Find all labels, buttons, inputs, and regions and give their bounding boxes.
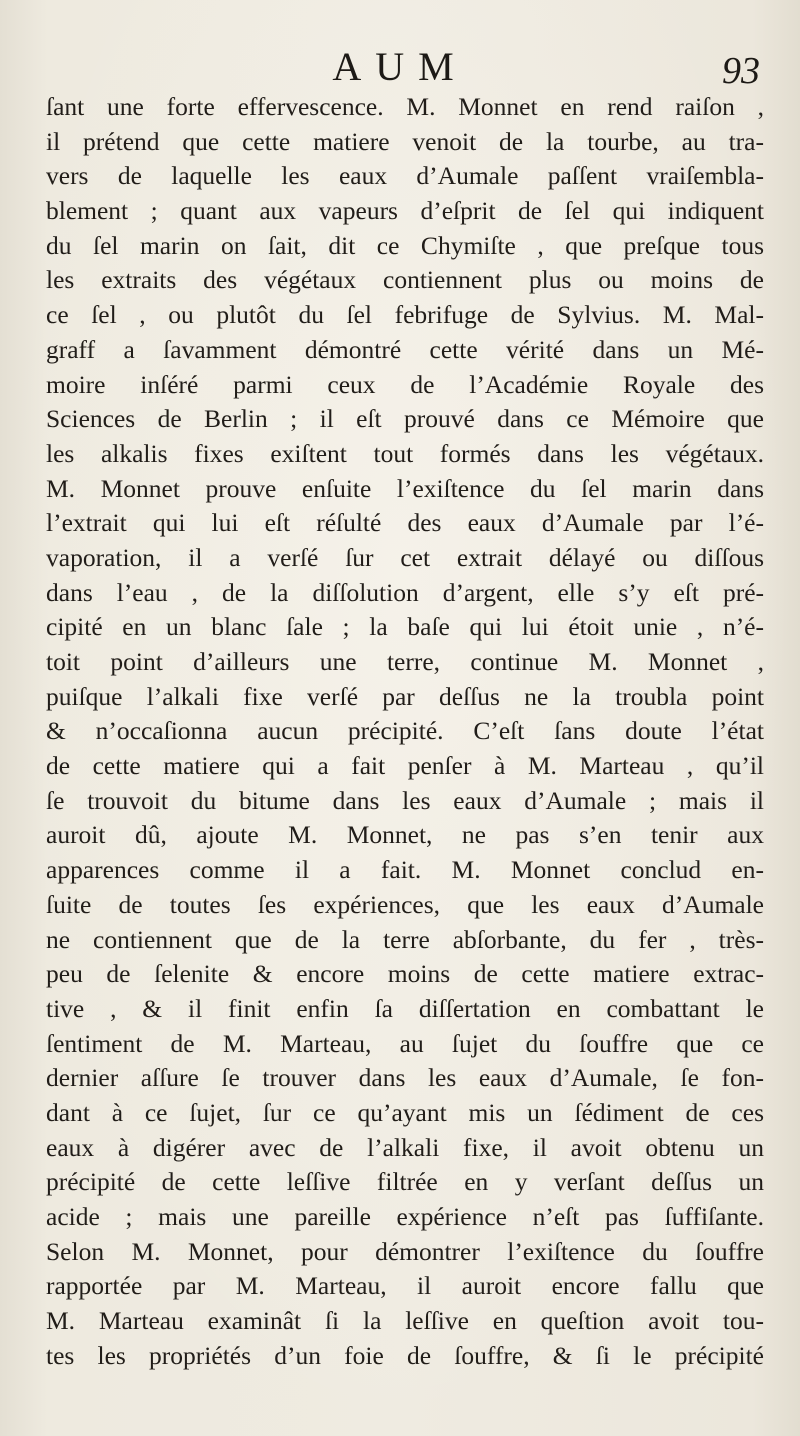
text-line: ſentiment de M. Marteau, au ſujet du ſouffre que ce	[46, 1028, 764, 1058]
text-line: ſant une forte effervescence. M. Monnet en rend raiſon ,	[46, 92, 764, 121]
text-line: tes les propriétés d’un foie de ſouffre, & ſi le précipité	[46, 1340, 764, 1370]
text-line: dant à ce ſujet, ſur ce qu’ayant mis un ſédiment de ces	[46, 1097, 764, 1127]
text-line: il prétend que cette matiere venoit de la tourbe, au tra-	[46, 126, 764, 156]
text-line: ce ſel , ou plutôt du ſel febrifuge de Sylvius. M. Mal-	[46, 300, 764, 330]
text-line: dernier aſſure ſe trouver dans les eaux d’Aumale, ſe fon-	[46, 1063, 764, 1093]
text-line: ſuite de toutes ſes expériences, que les eaux d’Aumale	[46, 889, 764, 919]
text-line: vaporation, il a verſé ſur cet extrait délayé ou diſſous	[46, 542, 764, 572]
text-line: toit point d’ailleurs une terre, continue M. Monnet ,	[46, 647, 764, 676]
text-line: & n’occaſionna aucun précipité. C’eſt ſans doute l’état	[46, 716, 764, 746]
text-line: moire inſéré parmi ceux de l’Académie Royale des	[46, 369, 764, 399]
text-line: ſe trouvoit du bitume dans les eaux d’Aumale ; mais il	[46, 785, 764, 815]
text-line: précipité de cette leſſive filtrée en y verſant deſſus un	[46, 1167, 764, 1197]
text-line: Selon M. Monnet, pour démontrer l’exiſtence du ſouffre	[46, 1236, 764, 1266]
text-line: eaux à digérer avec de l’alkali fixe, il avoit obtenu un	[46, 1132, 764, 1162]
running-head: AUM	[332, 44, 468, 89]
text-line: graff a ſavamment démontré cette vérité dans un Mé-	[46, 334, 764, 364]
text-line: M. Marteau examinât ſi la leſſive en queſtion avoit tou-	[46, 1306, 764, 1336]
page-number: 93	[722, 50, 760, 92]
text-line: de cette matiere qui a fait penſer à M. Marteau , qu’il	[46, 751, 764, 781]
text-line: auroit dû, ajoute M. Monnet, ne pas s’en tenir aux	[46, 820, 764, 850]
text-line: les extraits des végétaux contiennent plus ou moins de	[46, 265, 764, 295]
body-text	[46, 90, 764, 1373]
text-line: Sciences de Berlin ; il eſt prouvé dans ce Mémoire que	[46, 404, 764, 434]
text-line: blement ; quant aux vapeurs d’eſprit de ſel qui indiquent	[46, 196, 764, 226]
text-line: l’extrait qui lui eſt réſulté des eaux d’Aumale par l’é-	[46, 508, 764, 538]
text-line: tive , & il finit enfin ſa diſſertation en combattant le	[46, 993, 764, 1023]
text-line: ne contiennent que de la terre abſorbante, du fer , très-	[46, 924, 764, 954]
text-line: puiſque l’alkali fixe verſé par deſſus ne la troubla point	[46, 681, 764, 711]
text-line: apparences comme il a fait. M. Monnet conclud en-	[46, 855, 764, 885]
text-line: peu de ſelenite & encore moins de cette matiere extrac-	[46, 959, 764, 989]
text-line: du ſel marin on ſait, dit ce Chymiſte , que preſque tous	[46, 230, 764, 260]
text-line: cipité en un blanc ſale ; la baſe qui lui étoit unie , n’é-	[46, 612, 764, 642]
text-line: les alkalis fixes exiſtent tout formés dans les végétaux.	[46, 438, 764, 468]
text-line: M. Monnet prouve enſuite l’exiſtence du ſel marin dans	[46, 473, 764, 503]
text-line: vers de laquelle les eaux d’Aumale paſſent vraiſembla-	[46, 161, 764, 191]
text-line: dans l’eau , de la diſſolution d’argent, elle s’y eſt pré-	[46, 577, 764, 607]
text-line: acide ; mais une pareille expérience n’eſt pas ſuffiſante.	[46, 1202, 764, 1231]
text-line: rapportée par M. Marteau, il auroit encore fallu que	[46, 1271, 764, 1301]
